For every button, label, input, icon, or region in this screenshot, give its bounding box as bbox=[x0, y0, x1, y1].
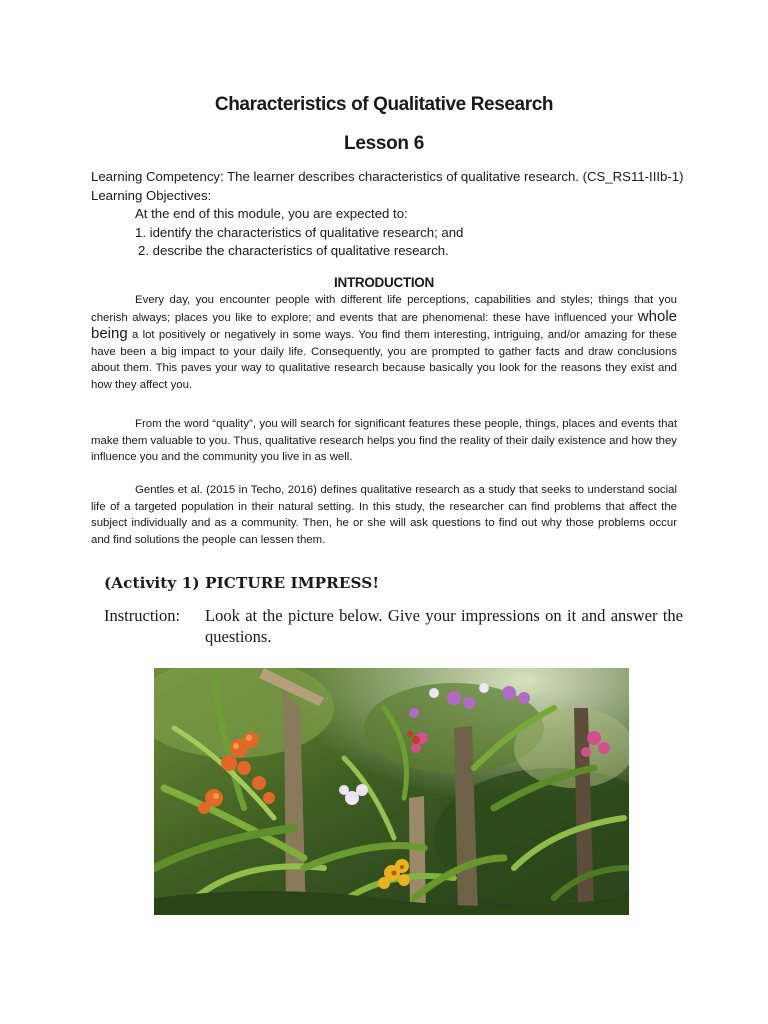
objectives-intro: At the end of this module, you are expected to: bbox=[135, 206, 408, 221]
instruction-label: Instruction: bbox=[104, 606, 181, 625]
lesson-number: Lesson 6 bbox=[344, 133, 424, 154]
orchid-garden-photo bbox=[154, 668, 629, 915]
paragraph-text: Every day, you encounter people with different life perceptions, capabilities and styles; things that you cherish always; places you like to explore; and events that are phenomenal: these have influenced your bbox=[91, 294, 677, 324]
objectives-label: Learning Objectives: bbox=[91, 187, 212, 203]
definition-paragraph: Gentles et al. (2015 in Techo, 2016) defines qualitative research as a study that seeks to understand social life of a targeted population in their natural setting. In this study, the researcher can find problems that affect the subject individually and as a community. Then, he or she will ask questions to find out why those problems occur and find solutions the people can lessen them. bbox=[91, 484, 677, 546]
paragraph-text: a lot positively or negatively in some ways. You find them interesting, intriguing, and/or amazing for these have been a big impact to your daily life. Consequently, you are prompted to gather facts and draw conclusions about them. This paves your way to qualitative research because basically you look for the reasons they exist and how they affect you. bbox=[91, 329, 677, 391]
learning-competency: Learning Competency: The learner describes characteristics of qualitative research. (CS_RS11-IIIb-1) bbox=[91, 169, 684, 184]
page-title: Characteristics of Qualitative Research bbox=[214, 94, 554, 115]
introduction-heading: INTRODUCTION bbox=[334, 275, 434, 290]
learning-meta bbox=[91, 168, 691, 261]
instruction-text: Look at the picture below. Give your impressions on it and answer the questions. bbox=[205, 606, 683, 646]
introduction-paragraph bbox=[91, 292, 677, 394]
emphasis-word: whole bbox=[637, 307, 677, 325]
quality-paragraph: From the word “quality”, you will search for significant features these people, things, places and events that make them valuable to you. Thus, qualitative research helps you find the reality of their daily existence and how they influence you and the community you live in as well. bbox=[91, 418, 677, 464]
objective-item: 1. identify the characteristics of qualitative research; and bbox=[135, 224, 464, 240]
emphasis-word: being bbox=[91, 325, 128, 343]
objective-item: 2. describe the characteristics of qualitative research. bbox=[138, 243, 449, 258]
activity-title: (Activity 1) PICTURE IMPRESS! bbox=[104, 574, 380, 592]
